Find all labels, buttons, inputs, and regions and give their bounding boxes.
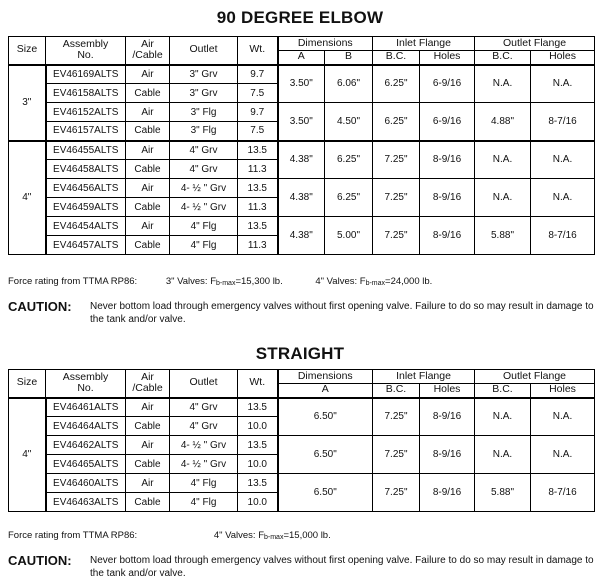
air-cable-cell: Air: [126, 217, 170, 236]
dim-b-cell: 6.25": [325, 179, 373, 217]
outlet-bc-cell: 5.88": [475, 474, 531, 512]
outlet-bc-cell: N.A.: [475, 141, 531, 179]
weight-cell: 11.3: [238, 198, 278, 217]
inlet-holes-cell: 6-9/16: [420, 65, 475, 103]
inlet-holes-cell: 8-9/16: [420, 141, 475, 179]
outlet-cell: 4" Grv: [170, 417, 238, 436]
col-outlet-bc: B.C.: [475, 51, 531, 65]
weight-cell: 13.5: [238, 398, 278, 417]
dim-a-cell: 4.38": [278, 217, 325, 255]
outlet-cell: 3" Grv: [170, 65, 238, 84]
weight-cell: 11.3: [238, 236, 278, 255]
table-row: [9, 474, 595, 493]
weight-cell: 7.5: [238, 84, 278, 103]
inlet-holes-cell: 6-9/16: [420, 103, 475, 141]
table-row: [9, 103, 595, 122]
table-row: [9, 179, 595, 198]
inlet-bc-cell: 7.25": [373, 474, 420, 512]
assembly-cell: EV46455ALTS: [46, 141, 126, 160]
inlet-holes-cell: 8-9/16: [420, 436, 475, 474]
weight-cell: 7.5: [238, 122, 278, 141]
outlet-cell: 4- ½ " Grv: [170, 198, 238, 217]
inlet-bc-cell: 7.25": [373, 179, 420, 217]
weight-cell: 9.7: [238, 65, 278, 84]
outlet-holes-cell: N.A.: [531, 141, 595, 179]
dim-a-cell: 4.38": [278, 179, 325, 217]
table-row: [9, 65, 595, 84]
outlet-bc-cell: N.A.: [475, 65, 531, 103]
outlet-cell: 4- ½ " Grv: [170, 455, 238, 474]
dim-a-cell: 4.38": [278, 141, 325, 179]
weight-cell: 13.5: [238, 141, 278, 160]
outlet-cell: 3" Flg: [170, 122, 238, 141]
assembly-cell: EV46454ALTS: [46, 217, 126, 236]
dim-a-cell: 6.50": [278, 474, 373, 512]
assembly-cell: EV46460ALTS: [46, 474, 126, 493]
col-inlet-holes: Holes: [420, 384, 475, 398]
outlet-holes-cell: N.A.: [531, 65, 595, 103]
col-dimensions: Dimensions: [278, 37, 373, 51]
outlet-holes-cell: N.A.: [531, 179, 595, 217]
air-cable-cell: Air: [126, 65, 170, 84]
col-air-cable: Air /Cable: [126, 370, 170, 398]
outlet-cell: 4" Flg: [170, 217, 238, 236]
assembly-cell: EV46459ALTS: [46, 198, 126, 217]
inlet-bc-cell: 6.25": [373, 65, 420, 103]
col-dimensions: Dimensions: [278, 370, 373, 384]
weight-cell: 13.5: [238, 179, 278, 198]
col-assembly: Assembly No.: [46, 37, 126, 65]
col-outlet: Outlet: [170, 370, 238, 398]
col-outlet-holes: Holes: [531, 51, 595, 65]
col-outlet-flange: Outlet Flange: [475, 370, 595, 384]
dim-a-cell: 3.50": [278, 65, 325, 103]
force-rating-prefix: Force rating from TTMA RP86:: [8, 530, 138, 541]
assembly-cell: EV46456ALTS: [46, 179, 126, 198]
force-rating-prefix: Force rating from TTMA RP86:: [8, 276, 138, 287]
air-cable-cell: Cable: [126, 236, 170, 255]
outlet-bc-cell: N.A.: [475, 436, 531, 474]
straight-force-rating: [8, 530, 331, 541]
elbow-title: 90 DEGREE ELBOW: [216, 8, 384, 27]
air-cable-cell: Cable: [126, 160, 170, 179]
col-weight: Wt.: [238, 370, 278, 398]
straight-table-body: [9, 398, 595, 512]
assembly-cell: EV46465ALTS: [46, 455, 126, 474]
inlet-bc-cell: 7.25": [373, 217, 420, 255]
weight-cell: 11.3: [238, 160, 278, 179]
inlet-bc-cell: 6.25": [373, 103, 420, 141]
col-air-cable: Air /Cable: [126, 37, 170, 65]
weight-cell: 10.0: [238, 493, 278, 512]
col-assembly: Assembly No.: [46, 370, 126, 398]
assembly-cell: EV46169ALTS: [46, 65, 126, 84]
air-cable-cell: Air: [126, 398, 170, 417]
inlet-bc-cell: 7.25": [373, 398, 420, 436]
elbow-spec-table: [8, 36, 595, 255]
elbow-force-rating: [8, 276, 432, 287]
outlet-holes-cell: 8-7/16: [531, 474, 595, 512]
assembly-cell: EV46457ALTS: [46, 236, 126, 255]
col-inlet-holes: Holes: [420, 51, 475, 65]
weight-cell: 9.7: [238, 103, 278, 122]
size-cell: 4": [9, 141, 46, 255]
col-dim-a: A: [278, 51, 325, 65]
air-cable-cell: Cable: [126, 84, 170, 103]
col-outlet-flange: Outlet Flange: [475, 37, 595, 51]
weight-cell: 13.5: [238, 217, 278, 236]
col-dim-b: B: [325, 51, 373, 65]
weight-cell: 13.5: [238, 474, 278, 493]
air-cable-cell: Air: [126, 179, 170, 198]
air-cable-cell: Air: [126, 474, 170, 493]
outlet-cell: 3" Grv: [170, 84, 238, 103]
force-rating-4in: 4" Valves: $F_{b-max}=24,000$ lb.: [315, 276, 433, 287]
col-outlet: Outlet: [170, 37, 238, 65]
elbow-table-body: [9, 65, 595, 255]
outlet-cell: 4" Grv: [170, 398, 238, 417]
straight-title: STRAIGHT: [255, 344, 345, 363]
weight-cell: 13.5: [238, 436, 278, 455]
inlet-holes-cell: 8-9/16: [420, 474, 475, 512]
inlet-holes-cell: 8-9/16: [420, 179, 475, 217]
dim-b-cell: 4.50": [325, 103, 373, 141]
air-cable-cell: Cable: [126, 417, 170, 436]
force-rating-4in: 4" Valves: $F_{b-max}=15,000$ lb.: [213, 530, 331, 541]
air-cable-cell: Cable: [126, 455, 170, 474]
air-cable-cell: Air: [126, 103, 170, 122]
force-rating-3in: 3" Valves: $F_{b-max}=15,300$ lb.: [165, 276, 283, 287]
table-row: [9, 398, 595, 417]
outlet-cell: 4" Grv: [170, 160, 238, 179]
table-row: [9, 141, 595, 160]
assembly-cell: EV46458ALTS: [46, 160, 126, 179]
assembly-cell: EV46157ALTS: [46, 122, 126, 141]
outlet-cell: 3" Flg: [170, 103, 238, 122]
weight-cell: 10.0: [238, 417, 278, 436]
col-outlet-holes: Holes: [531, 384, 595, 398]
caution-label: CAUTION:: [8, 299, 72, 314]
dim-b-cell: 6.25": [325, 141, 373, 179]
assembly-cell: EV46464ALTS: [46, 417, 126, 436]
outlet-bc-cell: N.A.: [475, 398, 531, 436]
straight-caution: [8, 553, 594, 583]
col-size: Size: [9, 370, 46, 398]
outlet-bc-cell: N.A.: [475, 179, 531, 217]
table-row: [9, 217, 595, 236]
assembly-cell: EV46462ALTS: [46, 436, 126, 455]
table-row: [9, 436, 595, 455]
outlet-holes-cell: 8-7/16: [531, 103, 595, 141]
air-cable-cell: Cable: [126, 122, 170, 141]
col-inlet-flange: Inlet Flange: [373, 370, 475, 384]
outlet-bc-cell: 5.88": [475, 217, 531, 255]
dim-a-cell: 6.50": [278, 436, 373, 474]
outlet-cell: 4" Flg: [170, 493, 238, 512]
air-cable-cell: Cable: [126, 493, 170, 512]
elbow-caution: [8, 299, 594, 329]
dim-b-cell: 6.06": [325, 65, 373, 103]
dim-a-cell: 6.50": [278, 398, 373, 436]
assembly-cell: EV46158ALTS: [46, 84, 126, 103]
col-size: Size: [9, 37, 46, 65]
caution-text: Never bottom load through emergency valves without first opening valve. Failure to do so may result in damage to the tank and/or valve.: [90, 301, 594, 325]
caution-text: Never bottom load through emergency valves without first opening valve. Failure to do so may result in damage to the tank and/or valve.: [90, 555, 594, 579]
air-cable-cell: Cable: [126, 198, 170, 217]
assembly-cell: EV46463ALTS: [46, 493, 126, 512]
outlet-cell: 4- ½ " Grv: [170, 436, 238, 455]
size-cell: 3": [9, 65, 46, 141]
col-inlet-bc: B.C.: [373, 51, 420, 65]
weight-cell: 10.0: [238, 455, 278, 474]
col-outlet-bc: B.C.: [475, 384, 531, 398]
dim-a-cell: 3.50": [278, 103, 325, 141]
outlet-cell: 4" Flg: [170, 474, 238, 493]
caution-label: CAUTION:: [8, 553, 72, 568]
straight-spec-table: [8, 369, 595, 512]
col-weight: Wt.: [238, 37, 278, 65]
assembly-cell: EV46152ALTS: [46, 103, 126, 122]
outlet-cell: 4- ½ " Grv: [170, 179, 238, 198]
air-cable-cell: Air: [126, 436, 170, 455]
assembly-cell: EV46461ALTS: [46, 398, 126, 417]
outlet-holes-cell: 8-7/16: [531, 217, 595, 255]
inlet-holes-cell: 8-9/16: [420, 398, 475, 436]
outlet-cell: 4" Grv: [170, 141, 238, 160]
outlet-holes-cell: N.A.: [531, 436, 595, 474]
inlet-bc-cell: 7.25": [373, 141, 420, 179]
inlet-holes-cell: 8-9/16: [420, 217, 475, 255]
col-inlet-bc: B.C.: [373, 384, 420, 398]
size-cell: 4": [9, 398, 46, 512]
col-dim-a: A: [278, 384, 373, 398]
outlet-bc-cell: 4.88": [475, 103, 531, 141]
air-cable-cell: Air: [126, 141, 170, 160]
inlet-bc-cell: 7.25": [373, 436, 420, 474]
col-inlet-flange: Inlet Flange: [373, 37, 475, 51]
dim-b-cell: 5.00": [325, 217, 373, 255]
outlet-cell: 4" Flg: [170, 236, 238, 255]
outlet-holes-cell: N.A.: [531, 398, 595, 436]
